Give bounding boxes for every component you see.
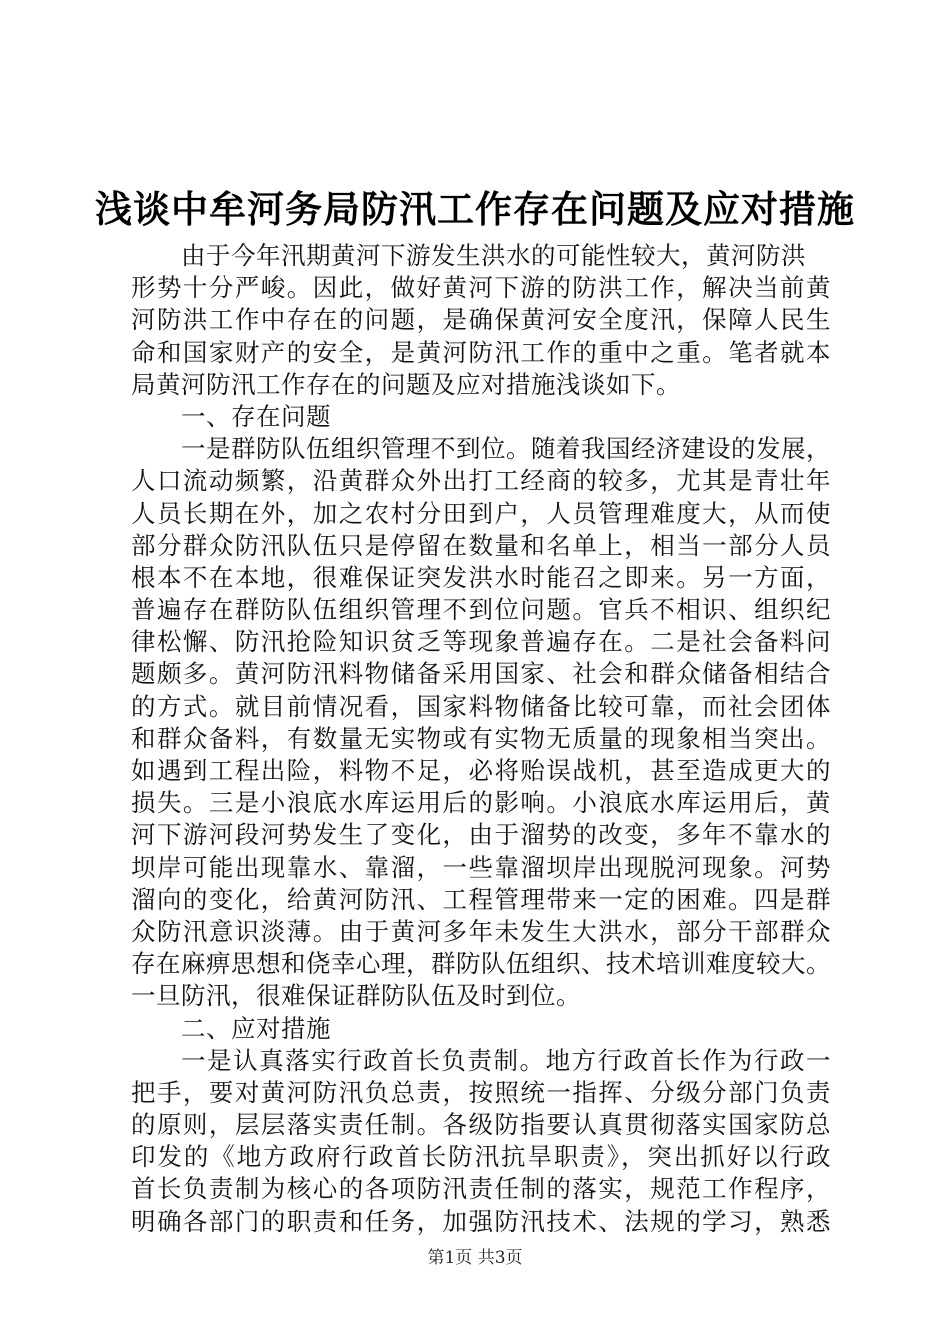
paragraph-line: 题颇多。黄河防汛料物储备采用国家、社会和群众储备相结合 [131,659,831,689]
paragraph-line: 根本不在本地，很难保证突发洪水时能召之即来。另一方面， [131,562,831,592]
paragraph-line: 损失。三是小浪底水库运用后的影响。小浪底水库运用后，黄 [131,788,831,818]
paragraph-line: 普遍存在群防队伍组织管理不到位问题。官兵不相识、组织纪 [131,595,831,625]
document-title: 浅谈中牟河务局防汛工作存在问题及应对措施 [95,187,855,231]
paragraph-line: 部分群众防汛队伍只是停留在数量和名单上，相当一部分人员 [131,530,831,560]
paragraph-line: 的方式。就目前情况看，国家料物储备比较可靠，而社会团体 [131,691,831,721]
document-body [131,240,831,1238]
paragraph-line: 明确各部门的职责和任务，加强防汛技术、法规的学习，熟悉 [131,1206,831,1236]
paragraph-line: 印发的《地方政府行政首长防汛抗旱职责》，突出抓好以行政 [131,1142,831,1172]
paragraph-line: 人口流动频繁，沿黄群众外出打工经商的较多，尤其是青壮年 [131,466,831,496]
section-heading: 一、存在问题 [181,401,331,431]
paragraph-line: 溜向的变化，给黄河防汛、工程管理带来一定的困难。四是群 [131,884,831,914]
paragraph-line: 坝岸可能出现靠水、靠溜，一些靠溜坝岸出现脱河现象。河势 [131,852,831,882]
paragraph-line: 局黄河防汛工作存在的问题及应对措施浅谈如下。 [131,369,681,399]
paragraph-line: 一是群防队伍组织管理不到位。随着我国经济建设的发展， [181,434,831,464]
paragraph-line: 河防洪工作中存在的问题，是确保黄河安全度汛，保障人民生 [131,305,831,335]
paragraph-line: 河下游河段河势发生了变化，由于溜势的改变，多年不靠水的 [131,820,831,850]
paragraph-line: 形势十分严峻。因此，做好黄河下游的防洪工作，解决当前黄 [131,273,831,303]
paragraph-line: 首长负责制为核心的各项防汛责任制的落实，规范工作程序， [131,1174,831,1204]
paragraph-line: 由于今年汛期黄河下游发生洪水的可能性较大，黄河防洪 [181,241,806,270]
page-number-footer: 第1页 共3页 [427,1248,523,1268]
paragraph-line: 命和国家财产的安全，是黄河防汛工作的重中之重。笔者就本 [131,337,831,367]
section-heading: 二、应对措施 [181,1013,331,1043]
paragraph-line: 把手，要对黄河防汛负总责，按照统一指挥、分级分部门负责 [131,1077,831,1107]
paragraph-line: 如遇到工程出险，料物不足，必将贻误战机，甚至造成更大的 [131,756,831,785]
paragraph-line: 的原则，层层落实责任制。各级防指要认真贯彻落实国家防总 [131,1110,831,1140]
paragraph-line: 存在麻痹思想和侥幸心理，群防队伍组织、技术培训难度较大。 [131,949,831,979]
paragraph-line: 人员长期在外，加之农村分田到户，人员管理难度大，从而使 [131,498,831,528]
paragraph-line: 和群众备料，有数量无实物或有实物无质量的现象相当突出。 [131,723,831,753]
paragraph-line: 一旦防汛，很难保证群防队伍及时到位。 [131,981,581,1011]
paragraph-line: 众防汛意识淡薄。由于黄河多年未发生大洪水，部分干部群众 [131,916,831,946]
paragraph-line: 律松懈、防汛抢险知识贫乏等现象普遍存在。二是社会备料问 [131,627,831,657]
paragraph-line: 一是认真落实行政首长负责制。地方行政首长作为行政一 [181,1045,831,1075]
